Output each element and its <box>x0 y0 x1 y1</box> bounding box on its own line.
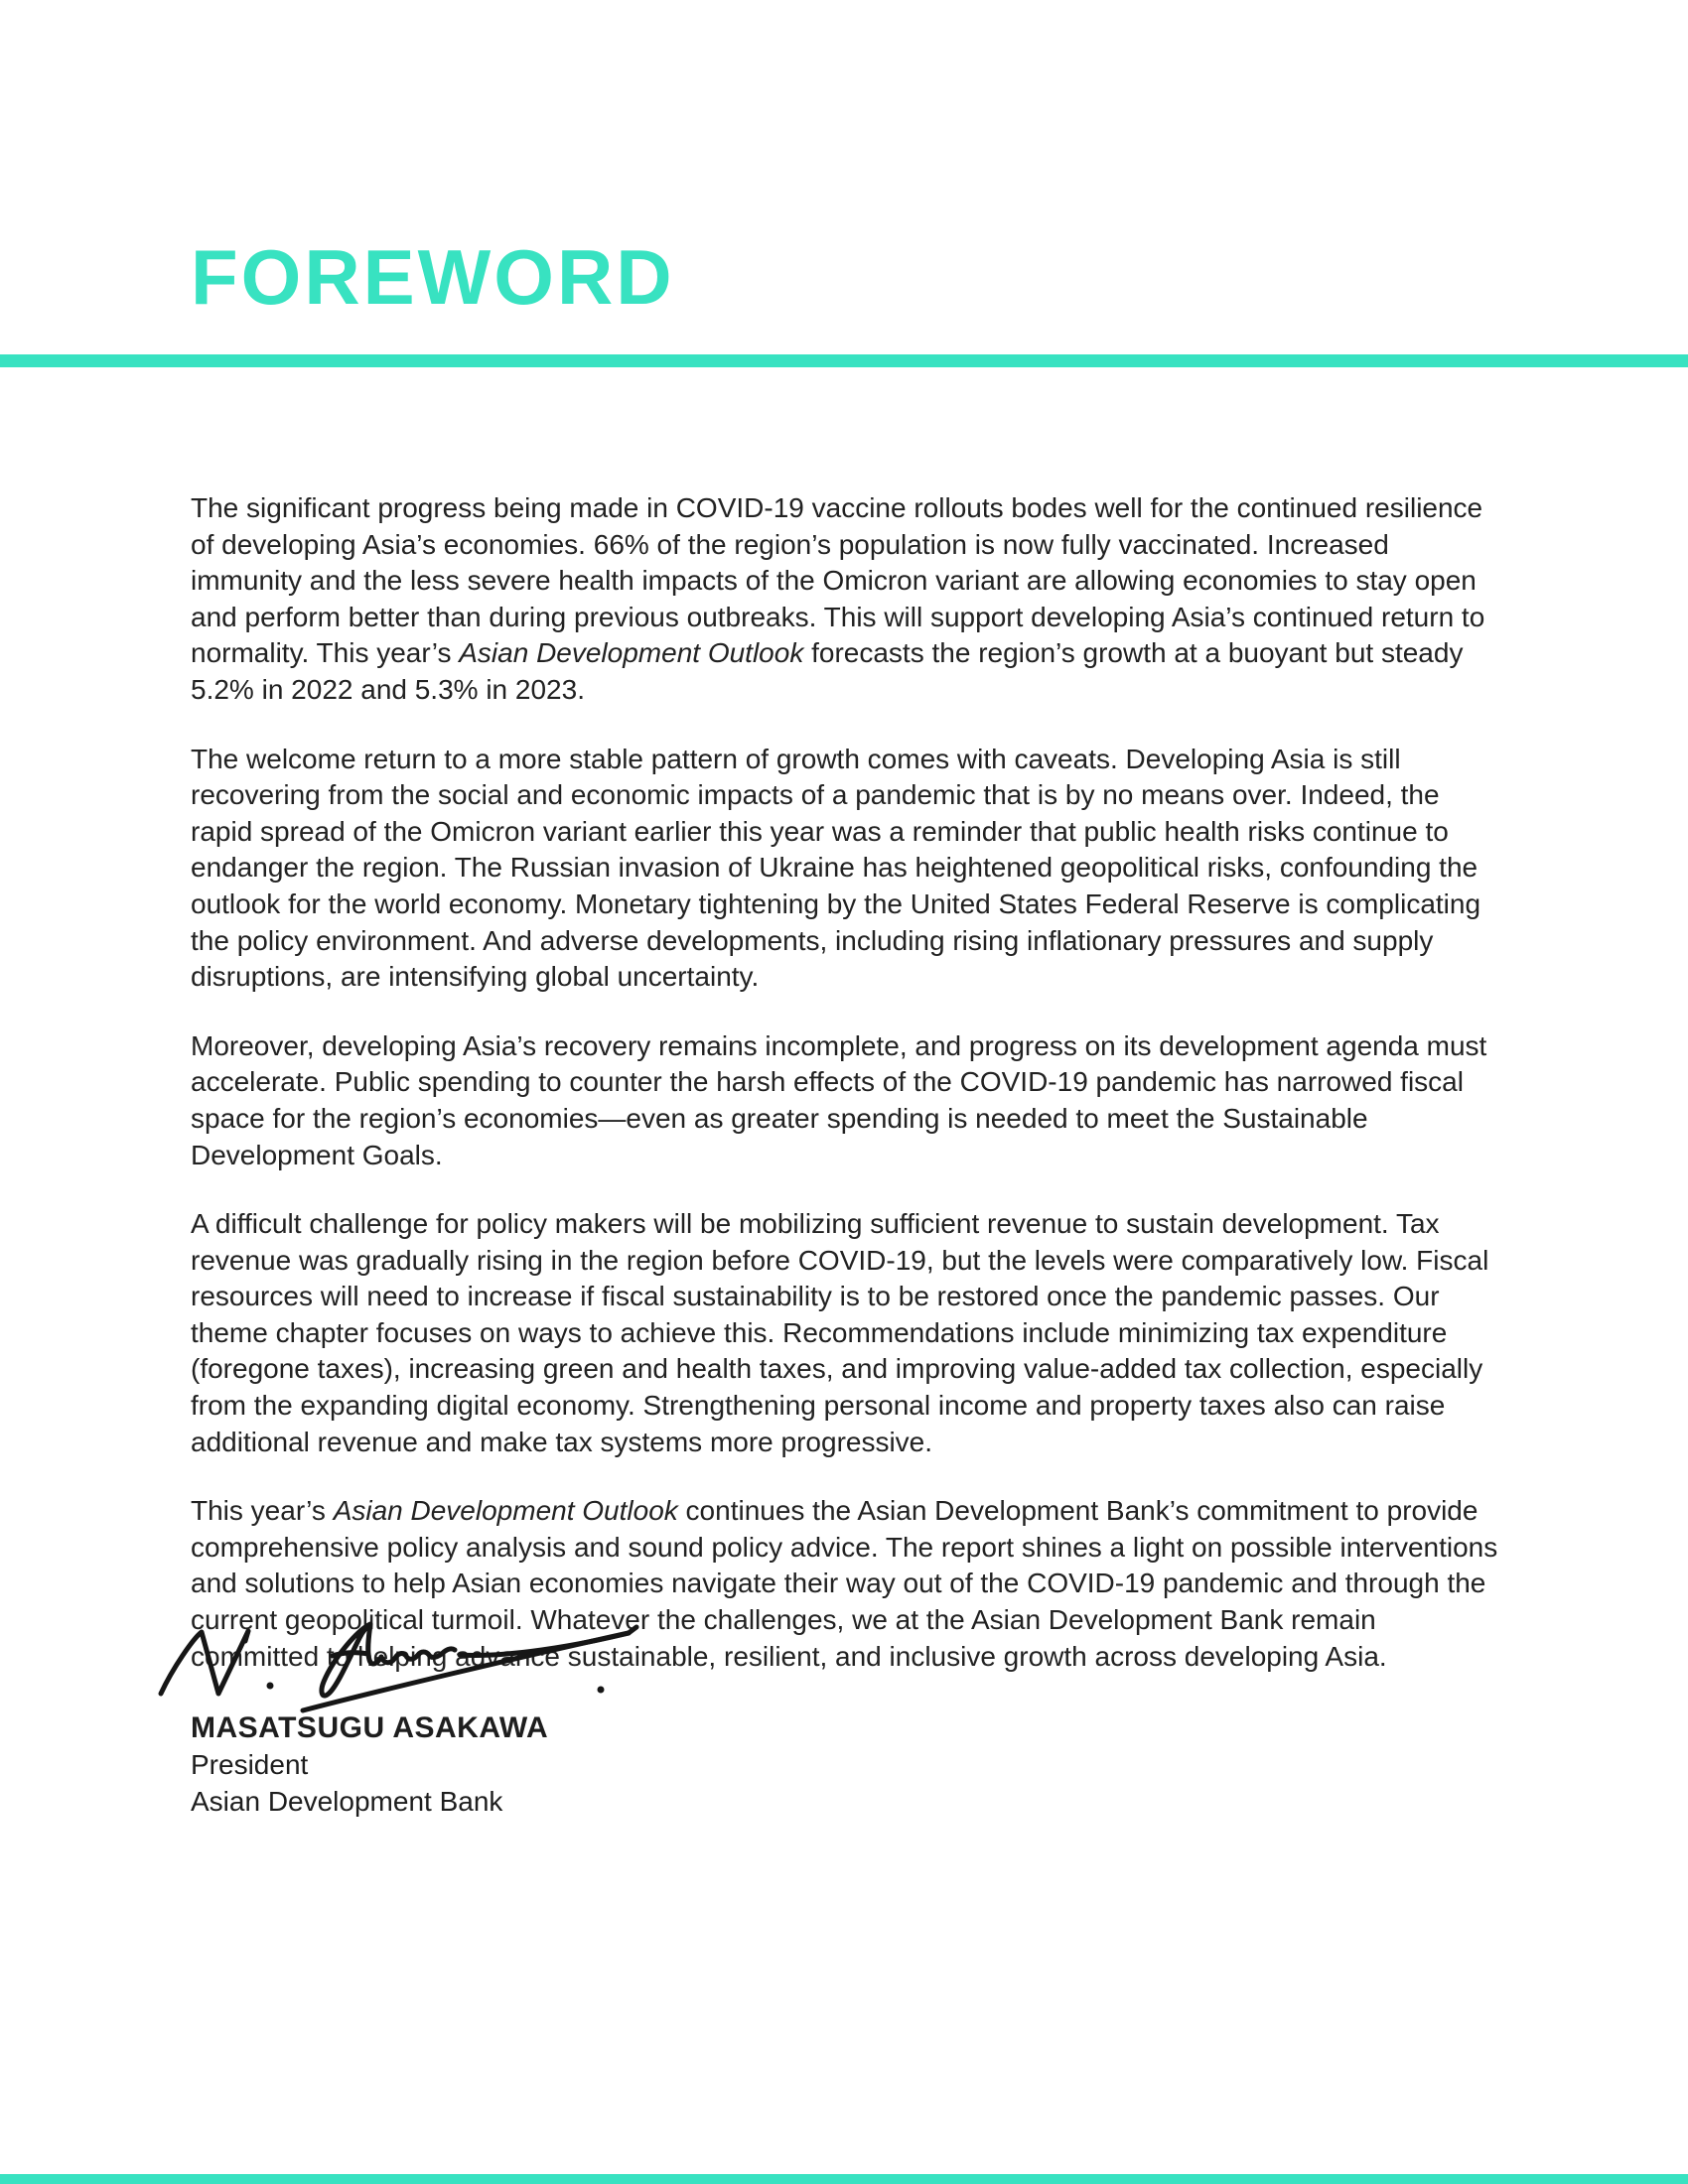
paragraph-4 <box>191 1206 1501 1460</box>
signatory-name: MASATSUGU ASAKAWA <box>191 1711 549 1744</box>
foreword-body <box>191 490 1501 1707</box>
paragraph-text: The welcome return to a more stable pattern of growth comes with caveats. Developing Asia is still recovering from the social and economic impacts of a pandemic that is by no means over. Indeed, the rapid spread of the Omicron variant earlier this year was a reminder that public health risks continue to endanger the region. The Russian invasion of Ukraine has heightened geopolitical risks, confounding the outlook for the world economy. Monetary tightening by the United States Federal Reserve is complicating the policy environment. And adverse developments, including rising inflationary pressures and supply disruptions, are intensifying global uncertainty. <box>191 743 1481 993</box>
page-title: FOREWORD <box>191 233 675 321</box>
report-title-italic: Asian Development Outlook <box>333 1495 678 1527</box>
signature-dot <box>598 1687 605 1694</box>
signature-image <box>149 1610 655 1719</box>
paragraph-text: continues the Asian Development Bank’s commitment to provide comprehensive policy analysis and sound policy advice. The report shines a light on possible interventions and solutions to help Asian economies navigate their way out of the COVID-19 pandemic and through the current geopolitical turmoil. Whatever the challenges, we at the Asian Development Bank remain committed to helping advance sustainable, resilient, and inclusive growth across developing Asia. <box>191 1495 1498 1672</box>
signature-stroke <box>322 1624 381 1696</box>
title-divider-rule <box>0 354 1688 367</box>
report-title-italic: Asian Development Outlook <box>459 637 804 669</box>
signatory-block <box>191 1709 548 1820</box>
signature-stroke <box>460 1633 629 1655</box>
signature-dot <box>267 1683 274 1690</box>
paragraph-text: Moreover, developing Asia’s recovery remains incomplete, and progress on its development agenda must accelerate. Public spending to counter the harsh effects of the COVID-19 pandemic has narrowed fiscal space for the region’s economies—even as greater spending is needed to meet the Sustainable Development Goals. <box>191 1029 1487 1170</box>
paragraph-2 <box>191 742 1501 996</box>
signatory-organization: Asian Development Bank <box>191 1786 503 1817</box>
signatory-role: President <box>191 1749 309 1780</box>
paragraph-3 <box>191 1028 1501 1173</box>
signature-stroke <box>161 1631 248 1694</box>
footer-rule <box>0 2174 1688 2184</box>
paragraph-text: forecasts the region’s growth at a buoyant but steady 5.2% in 2022 and 5.3% in 2023. <box>191 637 1464 705</box>
signature-stroke <box>381 1649 455 1663</box>
paragraph-text: The significant progress being made in COVID-19 vaccine rollouts bodes well for the continued resilience of developing Asia’s economies. 66% of the region’s population is now fully vaccinated. Increased immunity and the less severe health impacts of the Omicron variant are allowing economies to stay open and perform better than during previous outbreaks. This will support developing Asia’s continued return to normality. This year’s <box>191 492 1485 669</box>
paragraph-text: This year’s <box>191 1495 334 1527</box>
signature-stroke <box>629 1627 636 1633</box>
paragraph-1 <box>191 490 1501 709</box>
paragraph-text: A difficult challenge for policy makers will be mobilizing sufficient revenue to sustain development. Tax revenue was gradually rising in the region before COVID-19, but the levels were comparatively low. Fiscal resources will need to increase if fiscal sustainability is to be restored once the pandemic passes. Our theme chapter focuses on ways to achieve this. Recommendations include minimizing tax expenditure (foregone taxes), increasing green and health taxes, and improving value-added tax collection, especially from the expanding digital economy. Strengthening personal income and property taxes also can raise additional revenue and make tax systems more progressive. <box>191 1208 1489 1457</box>
